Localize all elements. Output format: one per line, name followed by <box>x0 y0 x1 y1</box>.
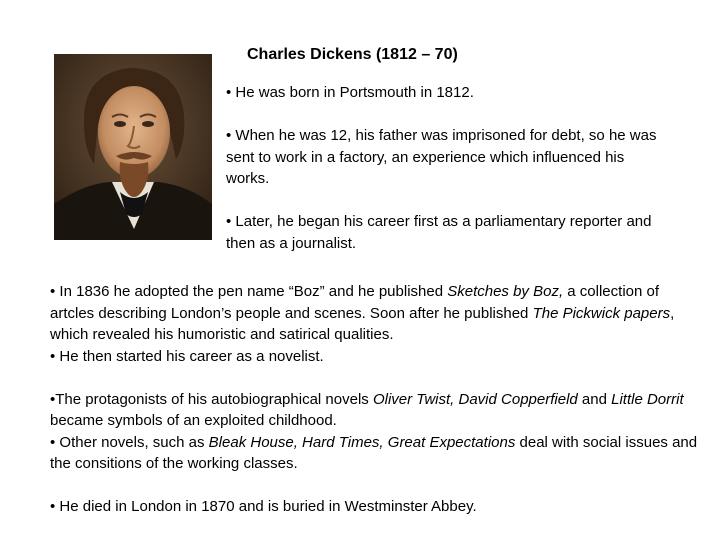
title-little-dorrit: Little Dorrit <box>611 390 684 408</box>
slide-title: Charles Dickens (1812 – 70) <box>247 46 458 63</box>
bullet-childhood: • When he was 12, his father was imprisoned for debt, so he was sent to work in a factory, an experience which influenced his works. <box>226 127 657 187</box>
title-other-novels: Bleak House, Hard Times, Great Expectations <box>208 433 516 451</box>
top-bullet-list <box>226 82 671 254</box>
bullet-birth: • He was born in Portsmouth in 1812. <box>226 84 474 101</box>
portrait-image <box>54 54 212 240</box>
bullet-boz: • In 1836 he adopted the pen name “Boz” and he published Sketches by Boz, a collection of artcles describing London’s people and scenes. Soon after he published The Pickwick papers, which revealed his humoristic and satirical qualities. <box>50 283 675 343</box>
bottom-bullet-list <box>50 281 700 518</box>
bullet-career: • Later, he began his career first as a parliamentary reporter and then as a journalist. <box>226 213 652 252</box>
portrait-drawing <box>54 54 212 240</box>
bullet-novelist: • He then started his career as a novelist. <box>50 347 324 365</box>
title-oliver-david: Oliver Twist, David Copperfield <box>372 390 578 408</box>
title-pickwick-papers: The Pickwick papers <box>532 304 671 322</box>
bullet-protagonists: •The protagonists of his autobiographical novels Oliver Twist, David Copperfield and Little Dorrit became symbols of an exploited childhood. <box>50 390 684 429</box>
bullet-death: • He died in London in 1870 and is buried in Westminster Abbey. <box>50 498 477 515</box>
bullet-other-novels: • Other novels, such as Bleak House, Hard Times, Great Expectations deal with social issues and the consitions of the working classes. <box>50 433 698 472</box>
title-sketches-by-boz: Sketches by Boz, <box>447 283 564 300</box>
